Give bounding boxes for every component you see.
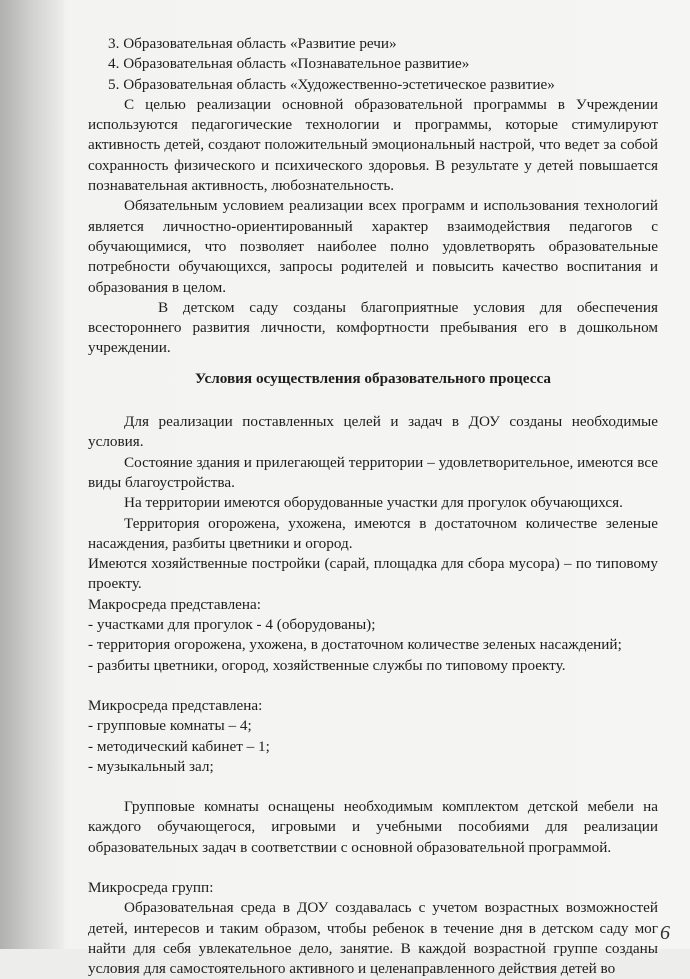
paragraph-outbuildings: Имеются хозяйственные постройки (сарай, площадка для сбора мусора) – по типовому проекту. [88,555,658,593]
spacer [88,676,658,696]
paragraph-playgrounds: На территории имеются оборудованные участки для прогулок обучающихся. [124,494,623,512]
macro-item: - разбиты цветники, огород, хозяйственные службы по типовому проекту. [88,656,566,674]
spacer [88,858,658,878]
macro-title: Макросреда представлена: [88,595,262,613]
paragraph-group-rooms: Групповые комнаты оснащены необходимым комплектом детской мебели на каждого обучающегося, игровыми и учебными пособиями для реализации образовательных задач в соответствии с основной образовательной программой. [88,798,658,856]
section-heading: Условия осуществления образовательного процесса [195,369,551,387]
spacer [88,777,658,797]
paragraph-building-state: Состояние здания и прилегающей территории – удовлетворительное, имеются все виды благоустройства. [88,453,658,491]
education-areas-list [108,34,658,95]
paragraph-technologies: С целью реализации основной образовательной программы в Учреждении используются педагогические технологии и программы, которые стимулируют активность детей, создают положительный эмоциональный настрой, что ведет за собой сохранность физического и психического здоровья. В результате у детей повышается познавательная активность, любознательность. [88,95,658,195]
page-number: 6 [660,922,670,944]
micro-item: - групповые комнаты – 4; [88,717,252,735]
micro-groups-title: Микросреда групп: [88,878,214,896]
micro-item: - музыкальный зал; [88,757,214,775]
document-body [88,34,658,979]
paragraph-educational-environment: Образовательная среда в ДОУ создавалась с учетом возрастных возможностей детей, интересов и таким образом, чтобы ребенок в течение дня в детском саду мог найти для себя увлекательное дело, занятие. В каждой возрастной группе созданы условия для самостоятельного активного и целенаправленного действия детей во [88,899,658,978]
list-item: 3. Образовательная область «Развитие речи» [108,35,397,52]
list-item: 4. Образовательная область «Познавательное развитие» [108,55,470,73]
macro-item: - территория огорожена, ухожена, в достаточном количестве зеленых насаждений; [88,636,622,654]
paragraph-mandatory-condition: Обязательным условием реализации всех программ и использования технологий является личностно-ориентированный характер взаимодействия педагогов с обучающимися, что позволяет наиболее полно удовлетворять образовательные потребности обучающихся, запросы родителей и повысить качество воспитания и образования в целом. [88,197,658,296]
macro-item: - участками для прогулок - 4 (оборудованы); [88,616,376,634]
list-item: 5. Образовательная область «Художественно-эстетическое развитие» [108,75,555,93]
micro-title: Микросреда представлена: [88,696,263,714]
binding-shadow [0,0,64,949]
paragraph-territory: Территория огорожена, ухожена, имеются в достаточном количестве зеленые насаждения, разбиты цветники и огород. [88,514,658,552]
paragraph-conditions-intro: Для реализации поставленных целей и задач в ДОУ созданы необходимые условия. [88,413,658,451]
paragraph-favorable-conditions: В детском саду созданы благоприятные условия для обеспечения всестороннего развития личности, комфортности пребывания его в дошкольном учреждении. [88,298,658,357]
micro-item: - методический кабинет – 1; [88,737,270,755]
